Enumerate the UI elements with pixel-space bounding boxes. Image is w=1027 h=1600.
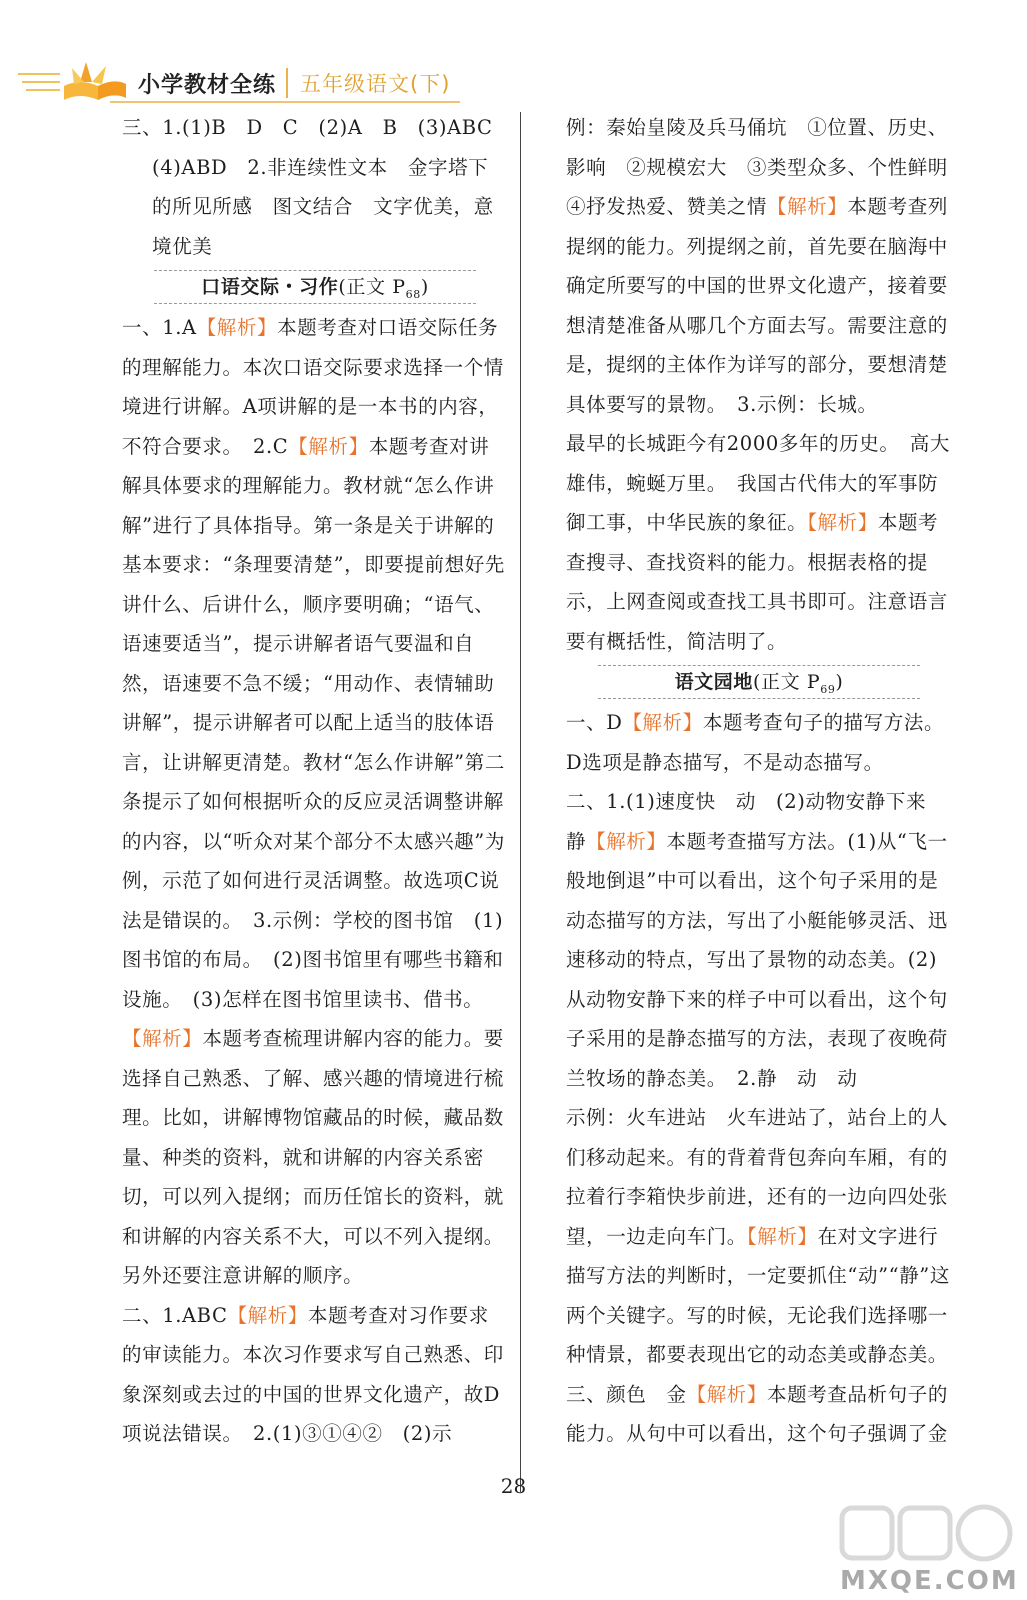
analysis-tag: 【解析】 xyxy=(288,434,369,458)
book-title: 小学教材全练 xyxy=(138,73,277,98)
analysis-text: 本题考查句子的描写方法。D选项是静态描写，不是动态描写。 xyxy=(566,711,945,774)
answer-block xyxy=(566,1375,952,1454)
answer-text: 最早的长城距今有2000多年的历史。 高大雄伟，蜿蜒万里。 我国古代伟大的军事防御工事，中华民族的象征。 xyxy=(566,432,950,534)
analysis-text: 本题考查对讲解具体要求的理解能力。教材就“怎么作讲解”进行了具体指导。第一条是关于讲解的基本要求：“条理要清楚”，即要提前想好先讲什么、后讲什么，顺序要明确；“语气、语速要适当”，提示讲解者语气要温和自然，语速要不急不缓；“用动作、表情辅助讲解”，提示讲解者可以配上适当的肢体语言，让讲解更清楚。教材“怎么作讲解”第二条提示了如何根据听众的反应灵活调整讲解的内容，以“听众对某个部分不太感兴趣”为例，示范了如何进行灵活调整。故选项C说法是错误的。 3.示例：学校的图书馆 (1)图书馆的布局。 (2)图书馆里有哪些书籍和设施。 (3)怎样在图书馆里读书、借书。 xyxy=(122,434,505,1011)
answer-text: 示例：火车进站 火车进站了，站台上的人们移动起来。有的背着背包奔向车厢，有的拉着行李箱快步前进，还有的一边向四处张望，一边走向车门。 xyxy=(566,1106,948,1248)
answer-line: 三、1.(1)B D C (2)A B (3)ABC xyxy=(122,116,493,139)
header-separator xyxy=(286,68,288,98)
answer-block xyxy=(566,424,952,661)
analysis-text: 本题考查搜寻、查找资料的能力。根据表格的提示，上网查阅或查找工具书即可。注意语言要有概括性，简洁明了。 xyxy=(566,511,948,653)
analysis-text: 本题考查描写方法。(1)从“飞一般地倒退”中可以看出，这个句子采用的是动态描写的方法，写出了小艇能够灵活、迅速移动的特点，写出了景物的动态美。(2)从动物安静下来的样子中可以看出，这个句子采用的是静态描写的方法，表现了夜晚荷兰牧场的静态美。 2.静 动 动 xyxy=(566,829,948,1090)
analysis-tag: 【解析】 xyxy=(767,195,848,218)
page-header xyxy=(0,0,1027,112)
analysis-text: 本题考查对习作要求的审读能力。本次习作要求写自己熟悉、印象深刻或去过的中国的世界文化遗产，故D项说法错误。 2.(1)③①④② (2)示 xyxy=(122,1303,504,1445)
header-rule xyxy=(110,100,460,104)
book-subtitle: 五年级语文(下) xyxy=(300,72,451,96)
section-heading-oral xyxy=(122,268,508,306)
analysis-tag: 【解析】 xyxy=(122,1027,203,1050)
analysis-tag: 【解析】 xyxy=(196,316,278,339)
answer-block xyxy=(122,308,508,1296)
answer-text: 三、颜色 金 xyxy=(566,1382,687,1406)
answer-text: 例：秦始皇陵及兵马俑坑 ①位置、历史、影响 ②规模宏大 ③类型众多、个性鲜明 ④抒发热爱、赞美之情 xyxy=(566,116,969,218)
watermark-text: MXQE.COM xyxy=(840,1566,1019,1596)
answer-text: 一、D xyxy=(566,711,623,734)
section-ref: (正文 $P_{68}$) xyxy=(338,276,429,301)
analysis-tag: 【解析】 xyxy=(746,1224,818,1248)
answer-text: 二、1.(1)速度快 动 (2)动物安静下来 静 xyxy=(566,790,947,853)
analysis-text: 本题考查梳理讲解内容的能力。要选择自己熟悉、了解、感兴趣的情境进行梳理。比如，讲解博物馆藏品的时候，藏品数量、种类的资料，就和讲解的内容关系密切，可以列入提纲；而历任馆长的资料，就和讲解的内容关系不大，可以不列入提纲。另外还要注意讲解的顺序。 xyxy=(122,1027,504,1287)
analysis-text: 本题考查品析句子的能力。从句中可以看出，这个句子强调了金 xyxy=(566,1382,948,1445)
right-column xyxy=(566,108,969,1454)
answer-text: 一、1.A xyxy=(122,316,197,339)
left-column xyxy=(122,108,508,1454)
analysis-text: 在对文字进行描写方法的判断时，一定要抓住“动”“静”这两个关键字。写的时候，无论我们选择哪一种情景，都要表现出它的动态美或静态美。 xyxy=(566,1224,950,1366)
answer-block xyxy=(566,108,969,424)
section-ref: (正文 $P_{69}$) xyxy=(752,671,844,696)
analysis-text: 本题考查对口语交际任务的理解能力。本次口语交际要求选择一个情境进行讲解。A项讲解的是一本书的内容，不符合要求。 2.C xyxy=(122,316,504,458)
answer-block xyxy=(566,782,952,1098)
analysis-text: 本题考查列提纲的能力。列提纲之前，首先要在脑海中确定所要写的中国的世界文化遗产，接着要想清楚准备从哪几个方面去写。需要注意的是，提纲的主体作为详写的部分，要想清楚具体要写的景物。 3.示例：长城。 xyxy=(566,195,948,416)
analysis-tag: 【解析】 xyxy=(227,1303,308,1327)
book-logo-icon xyxy=(14,56,132,104)
section-heading-garden xyxy=(566,663,952,701)
answer-block xyxy=(566,1098,952,1375)
analysis-tag: 【解析】 xyxy=(686,1382,768,1406)
analysis-tag: 【解析】 xyxy=(622,711,703,734)
analysis-tag: 【解析】 xyxy=(586,829,667,853)
section-title: 语文园地 xyxy=(674,671,753,693)
answer-block xyxy=(566,703,952,782)
analysis-tag: 【解析】 xyxy=(807,511,878,534)
answer-block xyxy=(122,1296,508,1454)
answer-text: 二、1.ABC xyxy=(122,1303,228,1327)
column-divider xyxy=(520,112,521,1492)
answer-block: (4)ABD 2.非连续性文本 金字塔下的所见所感 图文结合 文字优美，意境优美 xyxy=(152,155,494,258)
page-number: 28 xyxy=(500,1474,527,1498)
section-title: 口语交际・习作 xyxy=(201,276,339,298)
